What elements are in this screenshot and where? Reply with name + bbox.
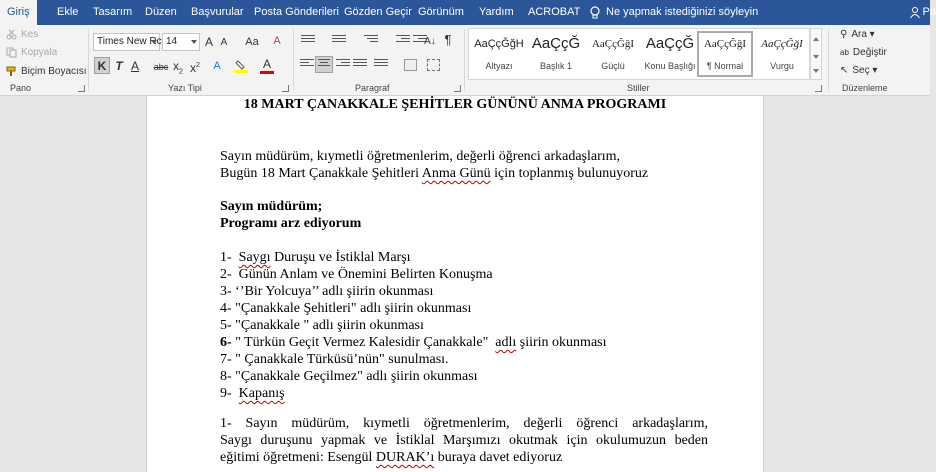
- tab-help[interactable]: Yardım: [479, 6, 514, 18]
- user-name: Pa: [922, 6, 936, 18]
- greeting-line-1: Sayın müdürüm, kıymetli öğretmenlerim, değerli öğrenci arkadaşlarım,: [220, 149, 621, 164]
- text-span: buraya davet ediyoruz: [434, 450, 563, 465]
- style-emphasis[interactable]: [754, 31, 810, 77]
- item-number: 4-: [220, 301, 232, 316]
- text-span: eğitimi öğretmeni: Esengül: [220, 450, 376, 465]
- paragraph-line-2: Saygı duruşunu yapmak ve İstiklal Marşımızı okutmak için okulumuzun beden: [220, 433, 708, 448]
- program-item: [220, 283, 433, 300]
- font-group-label: Yazı Tipi: [168, 83, 202, 93]
- align-left-icon[interactable]: [300, 59, 314, 71]
- program-item: [220, 266, 493, 283]
- highlight-icon[interactable]: [234, 59, 248, 73]
- numbering-icon[interactable]: [332, 35, 346, 47]
- spelling-flag: adlı: [495, 335, 517, 350]
- sort-icon[interactable]: A↓: [424, 36, 436, 47]
- style-name: Güçlü: [601, 61, 625, 71]
- program-item: [220, 334, 607, 351]
- style-subtitle[interactable]: [471, 31, 527, 77]
- bold-line-1: Sayın müdürüm;: [220, 199, 323, 214]
- program-item: [220, 368, 478, 385]
- lightbulb-icon: [590, 6, 600, 19]
- italic-button[interactable]: T: [115, 59, 123, 73]
- borders-icon[interactable]: [427, 59, 440, 71]
- shading-icon[interactable]: [404, 59, 417, 71]
- document-title: 18 MART ÇANAKKALE ŞEHİTLER GÜNÜNÜ ANMA PROGRAMI: [243, 97, 667, 112]
- chevron-down-icon: [151, 40, 157, 44]
- style-title[interactable]: [642, 31, 698, 77]
- style-name: Altyazı: [485, 61, 513, 71]
- text-span: [232, 250, 239, 265]
- cut-button[interactable]: [6, 29, 38, 40]
- text-span: " Türkün Geçit Vermez Kalesidir Çanakkale": [231, 335, 496, 350]
- style-preview: AaÇçĞ: [531, 35, 581, 52]
- tab-review[interactable]: Gözden Geçir: [344, 6, 412, 18]
- chevron-up-icon[interactable]: [813, 37, 819, 41]
- chevron-down-icon: [191, 40, 197, 44]
- text-span: Duruşu ve İstiklal Marşı: [270, 250, 411, 265]
- item-number: 7-: [220, 352, 232, 367]
- copy-icon: [6, 47, 17, 58]
- font-name-select[interactable]: [93, 33, 160, 51]
- more-styles-icon[interactable]: [813, 69, 819, 73]
- bold-line-2: Programı arz ediyorum: [220, 216, 362, 231]
- clipboard-launcher[interactable]: [78, 85, 85, 92]
- style-preview: AaÇçĞğI: [761, 38, 803, 50]
- search-icon: ⚲: [840, 29, 848, 40]
- replace-button[interactable]: [840, 47, 887, 58]
- font-size-value: 14: [166, 36, 178, 47]
- text-span: için toplanmış bulunuyoruz: [490, 166, 649, 181]
- text-span: şiirin okunması: [516, 335, 607, 350]
- show-marks-button[interactable]: ¶: [444, 32, 452, 47]
- text-span: "Çanakkale " adlı şiirin okunması: [231, 318, 424, 333]
- tab-acrobat[interactable]: ACROBAT: [528, 6, 581, 18]
- shrink-font-button[interactable]: A: [220, 37, 228, 48]
- item-number: 2-: [220, 267, 232, 282]
- spelling-flag: Saygı: [238, 250, 271, 265]
- tab-home[interactable]: Giriş: [0, 0, 37, 25]
- style-preview: AaÇçĞğI: [591, 38, 635, 50]
- item-number: 1-: [220, 250, 232, 265]
- tab-design[interactable]: Tasarım: [93, 6, 133, 18]
- find-label: Ara: [851, 29, 867, 40]
- text-span: "Çanakkale Şehitleri" adlı şiirin okunması: [231, 301, 472, 316]
- spelling-flag: Kapanış: [238, 386, 285, 401]
- superscript-button[interactable]: $x^2$: [190, 61, 200, 75]
- text-span: [232, 386, 239, 401]
- tell-me-box[interactable]: [590, 0, 758, 25]
- program-item: [220, 351, 449, 368]
- text-effects-icon[interactable]: A: [213, 60, 221, 72]
- style-name: Konu Başlığı: [644, 61, 696, 71]
- paragraph-line-3: [220, 449, 562, 466]
- select-button[interactable]: ↖ Seç ▾: [840, 65, 878, 76]
- tab-layout[interactable]: Düzen: [145, 6, 177, 18]
- justify-icon[interactable]: [353, 59, 367, 71]
- text-span: " Çanakkale Türküsü’nün" sunulması.: [231, 352, 449, 367]
- program-item: [220, 317, 424, 334]
- replace-label: Değiştir: [852, 47, 887, 58]
- paintbrush-icon: [6, 66, 17, 77]
- text-span: ‘’Bir Yolcuya’’ adlı şiirin okunması: [231, 284, 434, 299]
- bold-button[interactable]: K: [94, 57, 110, 74]
- format-painter-label: Biçim Boyacısı: [21, 66, 87, 77]
- style-preview: AaÇçĞğH: [474, 38, 524, 50]
- item-number: 5-: [220, 318, 232, 333]
- bullets-icon[interactable]: [301, 35, 315, 47]
- strikethrough-button[interactable]: abc: [153, 62, 169, 72]
- divider: [293, 29, 294, 91]
- change-case-button[interactable]: Aa: [245, 36, 259, 48]
- style-name: Vurgu: [770, 61, 794, 71]
- ribbon-tab-bar: [0, 0, 936, 25]
- style-normal[interactable]: [697, 31, 753, 77]
- spelling-flag: DURAK’ı: [375, 450, 435, 465]
- program-item: [220, 249, 411, 266]
- ribbon: [0, 25, 930, 96]
- styles-scroll[interactable]: [810, 28, 822, 80]
- align-right-icon[interactable]: [336, 59, 350, 71]
- font-launcher[interactable]: [282, 85, 289, 92]
- scissors-icon: [6, 29, 17, 40]
- user-account[interactable]: [910, 0, 936, 25]
- copy-button[interactable]: [6, 47, 57, 58]
- font-size-select[interactable]: [162, 33, 200, 51]
- paragraph-line-1: 1- Sayın müdürüm, kıymetli öğretmenlerim, değerli öğrenci arkadaşlarım,: [220, 416, 708, 431]
- select-label: Seç: [852, 65, 870, 76]
- editing-group-label: Düzenleme: [842, 83, 888, 93]
- superscript-label: x: [190, 61, 197, 75]
- text-span: "Çanakkale Geçilmez" adlı şiirin okunması: [231, 369, 478, 384]
- style-name: ¶ Normal: [706, 61, 744, 71]
- user-icon: [910, 7, 920, 18]
- text-span: Günün Anlam ve Önemini Belirten Konuşma: [231, 267, 493, 282]
- decrease-indent-icon[interactable]: [396, 35, 410, 47]
- tab-insert[interactable]: Ekle: [57, 6, 79, 18]
- font-color-icon[interactable]: A: [260, 58, 274, 74]
- multilevel-list-icon[interactable]: [364, 35, 378, 47]
- divider: [464, 29, 465, 91]
- style-name: Başlık 1: [539, 61, 572, 71]
- tell-me-text: Ne yapmak istediğinizi söyleyin: [606, 6, 759, 18]
- align-center-icon[interactable]: [315, 56, 333, 73]
- style-preview: AaÇçĞ: [645, 35, 695, 52]
- styles-launcher[interactable]: [815, 85, 822, 92]
- find-button[interactable]: ⚲ Ara ▾: [840, 29, 875, 40]
- cursor-icon: ↖: [840, 65, 849, 76]
- underline-button[interactable]: A: [130, 59, 139, 73]
- divider: [88, 29, 89, 91]
- tab-view[interactable]: Görünüm: [418, 6, 464, 18]
- paragraph-launcher[interactable]: [454, 85, 461, 92]
- program-item: [220, 300, 471, 317]
- styles-gallery: [468, 28, 810, 80]
- tab-references[interactable]: Başvurular: [191, 6, 244, 18]
- chevron-down-icon[interactable]: [813, 55, 819, 59]
- item-number: 8-: [220, 369, 232, 384]
- subscript-button[interactable]: $x_2$: [173, 59, 183, 76]
- copy-label: Kopyala: [21, 47, 58, 58]
- paragraph-group-label: Paragraf: [355, 83, 390, 93]
- style-heading1[interactable]: [528, 31, 584, 77]
- replace-icon: ab: [840, 48, 849, 57]
- clear-formatting-icon[interactable]: A: [273, 35, 281, 47]
- font-name-value: Times New Rc: [97, 36, 162, 47]
- cut-label: Kes: [21, 29, 39, 40]
- text-span: Bugün 18 Mart Çanakkale Şehitleri: [220, 166, 422, 181]
- item-number: 6-: [220, 335, 232, 350]
- tab-mailings[interactable]: Posta Gönderileri: [254, 6, 339, 18]
- item-number: 9-: [220, 386, 232, 401]
- style-strong[interactable]: [585, 31, 641, 77]
- clipboard-group-label: Pano: [10, 83, 32, 93]
- spelling-flag: Anma Günü: [421, 166, 491, 181]
- line-spacing-icon[interactable]: [374, 59, 388, 71]
- style-preview: AaÇçĞğI: [703, 38, 747, 50]
- grow-font-button[interactable]: A: [204, 35, 213, 49]
- greeting-line-2: [220, 165, 648, 182]
- program-item: [220, 385, 285, 402]
- styles-group-label: Stiller: [627, 83, 650, 93]
- divider: [828, 29, 829, 91]
- subscript-label: x: [173, 59, 180, 73]
- format-painter-button[interactable]: [6, 66, 87, 77]
- document-page[interactable]: [146, 96, 764, 472]
- item-number: 3-: [220, 284, 232, 299]
